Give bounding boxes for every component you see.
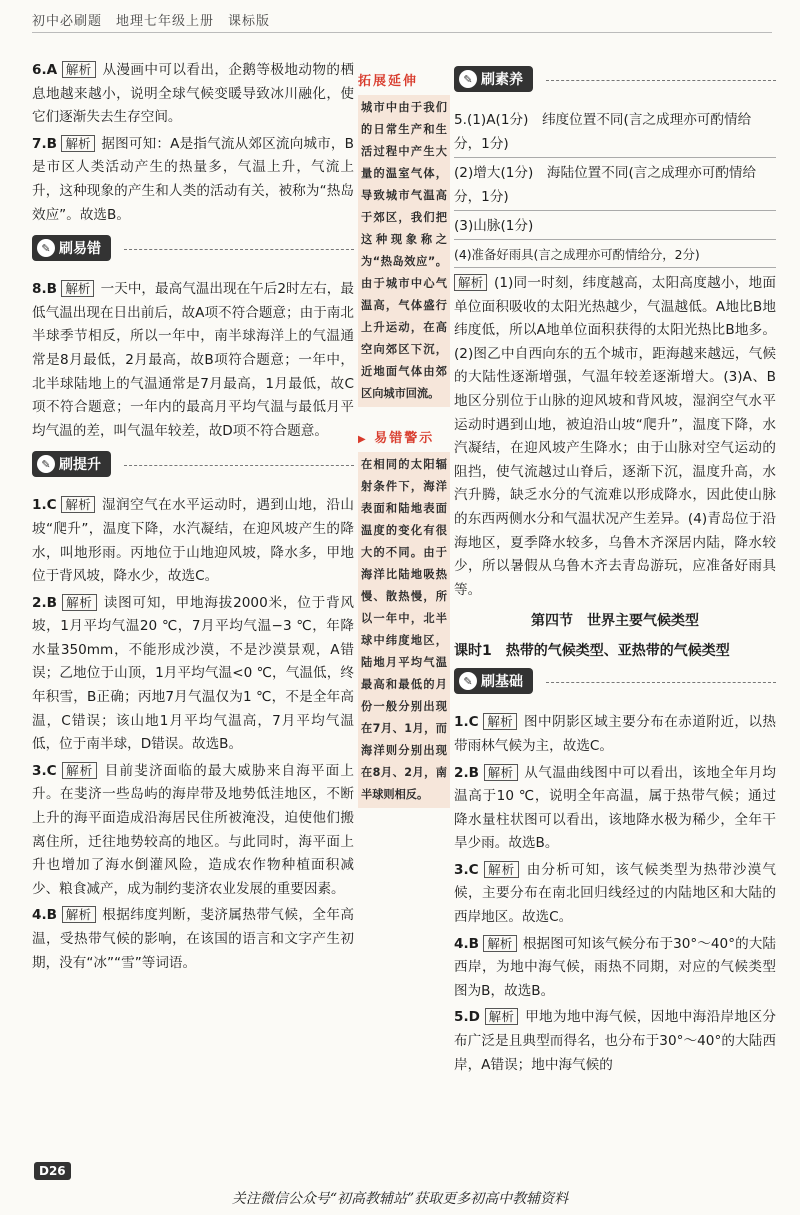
side-note-title: ▶ 易错警示: [358, 431, 435, 446]
pencil-icon: ✎: [459, 672, 477, 690]
answer-text: 目前斐济面临的最大威胁来自海平面上升。在斐济一些岛屿的海岸带及地势低洼地区，不断上升的海平面造成沿海居民住所被淹没，迫使他们搬离住所，迁往地势较高的地区。与此同时，海平面上升也增加了海水倒灌风险，造成农作物种植面积减少、粮食减产，成为制约斐济农业发展的重要因素。: [32, 762, 354, 897]
divider: [546, 682, 776, 683]
page-footer: 关注微信公众号“初高教辅站”获取更多初高中教辅资料: [231, 1191, 569, 1207]
question-number: 4.B: [32, 907, 57, 924]
answer-item: [32, 493, 354, 588]
pencil-icon: ✎: [459, 70, 477, 88]
analysis-label: 解析: [484, 861, 519, 878]
answer-text: 由分析可知，该气候类型为热带沙漠气候，主要分布在南北回归线经过的内陆地区和大陆的西岸地区。故选C。: [454, 861, 776, 926]
analysis-label: 解析: [61, 135, 94, 152]
pencil-icon: ✎: [37, 239, 55, 257]
arrow-icon: ▶: [358, 434, 368, 445]
answer-text: 甲地为地中海气候，因地中海沿岸地区分布广泛是且典型而得名，也分布于30°～40°的大陆西岸，A错误；地中海气候的: [454, 1009, 777, 1073]
analysis-label: 解析: [62, 762, 97, 779]
tag-label: 刷提升: [59, 457, 101, 474]
answer-line: (3)山脉(1分): [454, 214, 776, 240]
question-number: 3.C: [32, 762, 57, 779]
divider: [546, 80, 776, 81]
answer-text: 从漫画中可以看出，企鹅等极地动物的栖息地越来越小，说明全球气候变暖导致冰川融化，使它们逐渐失去生存空间。: [32, 62, 354, 126]
page-header: 初中必刷题 地理七年级上册 课标版: [32, 10, 772, 33]
pencil-icon: ✎: [37, 455, 55, 473]
answer-text: 根据图可知该气候分布于30°～40°的大陆西岸，为地中海气候，雨热不同期，对应的气候类型图为B，故选B。: [454, 935, 776, 999]
answer-item: [32, 903, 354, 975]
side-note-text: 在相同的太阳辐射条件下，海洋表面和陆地表面温度的变化有很大的不同。由于海洋比陆地吸热慢、散热慢，所以一年中，北半球中纬度地区，陆地月平均气温最高和最低的月份一般分别出现在7月、1月，而海洋则分别出现在8月、2月，南半球则相反。: [358, 452, 450, 808]
divider: [124, 465, 354, 466]
answer-item: [32, 591, 354, 757]
analysis-label: 解析: [62, 61, 96, 78]
side-note-text: 城市中由于我们的日常生产和生活过程中产生大量的温室气体，导致城市气温高于郊区，我们把这种现象称之为“热岛效应”。由于城市中心气温高，气体盛行上升运动，在高空向郊区下沉，近地面气体由郊区向城市回流。: [358, 95, 450, 407]
analysis-label: 解析: [485, 1008, 519, 1025]
answer-item: [454, 858, 776, 930]
right-column: [454, 66, 776, 1079]
section-tag-tisheng: [32, 451, 354, 481]
question-number: 6.A: [32, 62, 58, 78]
side-note-title: 拓展延伸: [358, 74, 419, 89]
divider: [124, 249, 354, 250]
question-number: 2.B: [454, 764, 479, 781]
analysis-label: 解析: [61, 280, 94, 297]
question-number: 1.C: [454, 714, 479, 731]
question-number: 5.D: [454, 1009, 480, 1026]
answer-line: (4)准备好雨具(言之成理亦可酌情给分，2分): [454, 243, 776, 268]
answer-item: [454, 1005, 776, 1077]
answer-item: [454, 271, 776, 602]
left-column: [32, 58, 354, 977]
analysis-label: 解析: [483, 713, 517, 730]
analysis-label: 解析: [484, 764, 518, 781]
analysis-label: 解析: [454, 274, 487, 291]
tag-label: 刷易错: [59, 241, 101, 258]
answer-item: [32, 132, 354, 227]
answer-item: [454, 710, 776, 758]
tag-label: 刷基础: [481, 674, 523, 691]
answer-item: [454, 761, 776, 856]
section-tag-yicuo: [32, 235, 354, 265]
section-tag-jichu: [454, 668, 776, 698]
analysis-label: 解析: [62, 906, 96, 923]
page-number: D26: [34, 1162, 71, 1180]
answer-text: 图中阴影区域主要分布在赤道附近，以热带雨林气候为主，故选C。: [454, 714, 777, 754]
question-number: 3.C: [454, 861, 479, 878]
lesson-title: 课时1 热带的气候类型、亚热带的气候类型: [454, 643, 730, 660]
section-tag-suyang: [454, 66, 776, 96]
analysis-label: 解析: [61, 496, 95, 513]
answer-text: 据图可知：A是指气流从郊区流向城市，B是市区人类活动产生的热量多，气温上升，气流上升，这种现象的产生和人类的活动有关，被称为“热岛效应”。故选B。: [32, 135, 355, 223]
answer-line: 5.(1)A(1分) 纬度位置不同(言之成理亦可酌情给分，1分): [454, 108, 776, 158]
section-title: 第四节 世界主要气候类型: [531, 613, 699, 630]
answer-text: (1)同一时刻，纬度越高，太阳高度越小，地面单位面积吸收的太阳光热越少，气温越低。A地比B地纬度低，所以A地单位面积获得的太阳光热比B地多。(2)图乙中自西向东的五个城市，距海越来越远，气候的大陆性逐渐增强，气温年较差逐渐增大。(3)A、B地区分别位于山脉的迎风坡和背风坡，湿润空气水平运动时遇到山地，被迫沿山坡“爬升”，温度下降，水汽凝结，在迎风坡产生降水；由于山脉对空气运动的阻挡，使气流越过山脊后，逐渐下沉，温度升高，水汽升腾，缺乏水分的气流难以形成降水，因此使山脉的东西两侧水分和气温状况产生差异。(4)青岛位于沿海地区，夏季降水较多，乌鲁木齐深居内陆，降水较少，所以暑假从乌鲁木齐去青岛游玩，应准备好雨具等。: [454, 275, 776, 598]
answer-item: [32, 759, 354, 902]
answer-text: 一天中，最高气温出现在午后2时左右，最低气温出现在日出前后，故A项不符合题意；由于南北半球季节相反，所以一年中，南半球海洋上的气温通常是8月最低，2月最高，故B项符合题意；一年中，北半球陆地上的气温通常是7月最高，1月最低，故C项不符合题意；一年内的最高月平均气温与最低月平均气温的差，叫气温年较差，故D项不符合题意。: [32, 281, 354, 439]
answer-text: 从气温曲线图中可以看出，该地全年月均温高于10 ℃，说明全年高温，属于热带气候；通过降水量柱状图可以看出，该地降水极为稀少，全年干旱少雨。故选B。: [454, 764, 776, 852]
answer-item: [32, 58, 354, 130]
question-number: 2.B: [32, 594, 57, 611]
question-number: 7.B: [32, 135, 57, 152]
answer-text: 读图可知，甲地海拔2000米，位于背风坡，1月平均气温20 ℃，7月平均气温−3 ℃，年降水量350mm，不能形成沙漠，不是沙漠景观，A错误；乙地位于山顶，1月平均气温<0 ℃，气温低，终年积雪，B正确；丙地7月气温仅为1 ℃，不是全年高温，C错误；该山地1月平均气温高，7月平均气温低，位于南半球，D错误。故选B。: [32, 594, 354, 753]
answer-item: [454, 932, 776, 1004]
answer-item: [32, 277, 354, 443]
answer-text: 根据纬度判断，斐济属热带气候，全年高温，受热带气候的影响，在该国的语言和文字产生初期，没有“冰”“雪”等词语。: [32, 907, 354, 971]
tag-label: 刷素养: [481, 72, 523, 88]
analysis-label: 解析: [62, 594, 97, 611]
side-notes: [358, 70, 450, 808]
question-number: 1.C: [32, 497, 57, 514]
answer-line: (2)增大(1分) 海陆位置不同(言之成理亦可酌情给分，1分): [454, 161, 776, 211]
answer-text: 湿润空气在水平运动时，遇到山地，沿山坡“爬升”，温度下降，水汽凝结，在迎风坡产生的降水，叫地形雨。丙地位于山地迎风坡，降水多，甲地位于背风坡，降水少，故选C。: [32, 497, 355, 585]
question-number: 4.B: [454, 935, 479, 952]
analysis-label: 解析: [483, 935, 516, 952]
question-number: 8.B: [32, 281, 57, 298]
